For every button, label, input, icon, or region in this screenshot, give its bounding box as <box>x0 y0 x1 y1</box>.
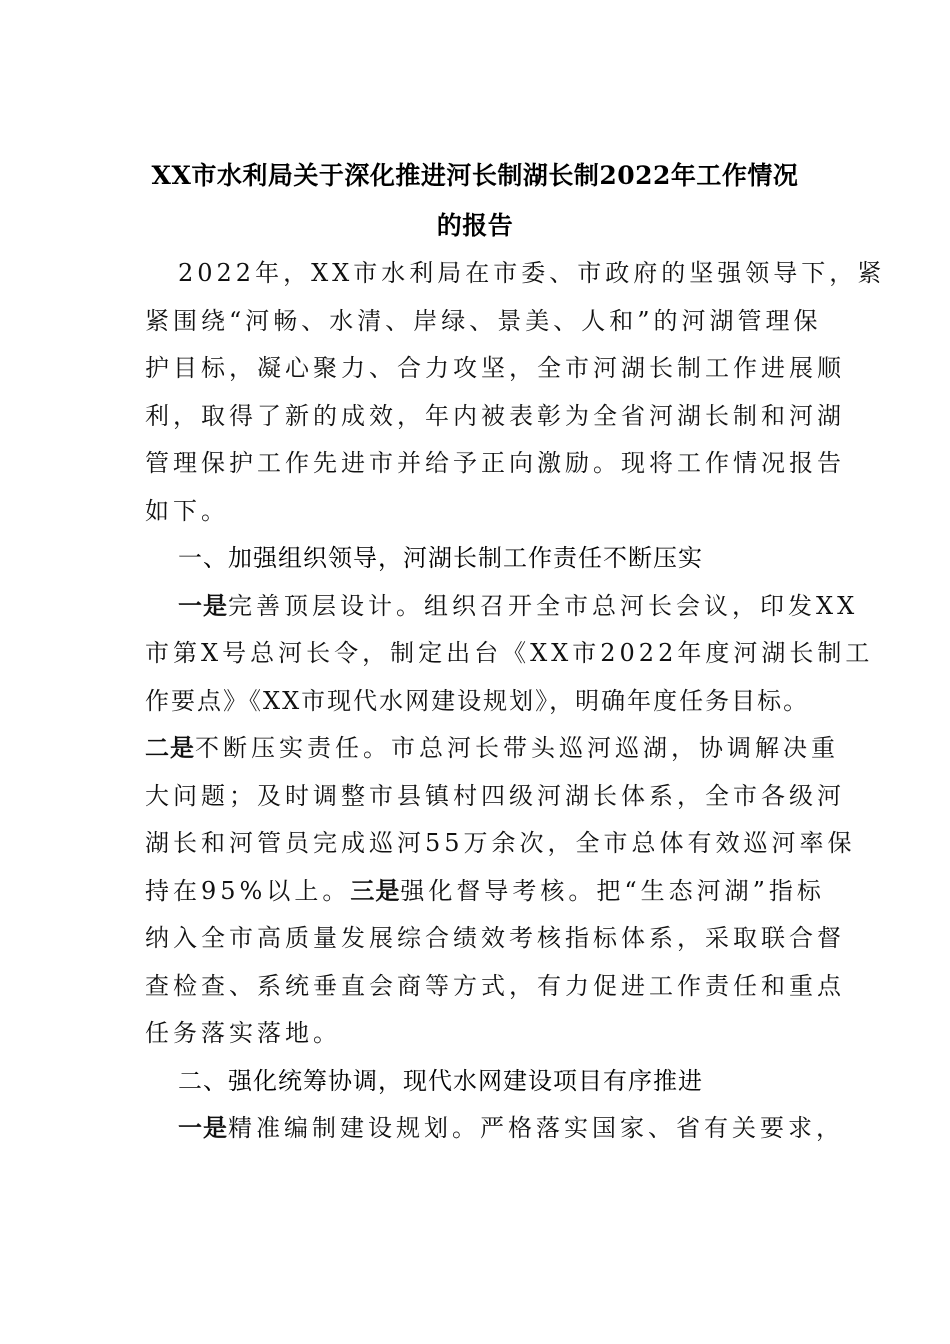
s1-p1-line-1-text: 完善顶层设计。组织召开全市总河长会议，印发XX <box>228 592 859 620</box>
s1-p3-lead: 三是 <box>350 877 401 905</box>
s1-p2-line-1 <box>145 733 839 763</box>
s1-p1-line-3: 作要点》《XX市现代水网建设规划》，明确年度任务目标。 <box>145 687 810 715</box>
s2-p1-line-1-text: 精准编制建设规划。严格落实国家、省有关要求， <box>228 1114 844 1142</box>
document-title-line-2: 的报告 <box>436 211 514 240</box>
intro-line-2: 紧围绕“河畅、水清、岸绿、景美、人和”的河湖管理保 <box>145 307 822 335</box>
s1-p3-line-2: 纳入全市高质量发展综合绩效考核指标体系，采取联合督 <box>145 924 845 952</box>
s1-p3-line-4: 任务落实落地。 <box>145 1019 341 1047</box>
s1-p2-line-2: 大问题；及时调整市县镇村四级河湖长体系，全市各级河 <box>145 782 845 810</box>
document-title-line-1: XX市水利局关于深化推进河长制湖长制2022年工作情况 <box>151 161 799 190</box>
s1-p2-lead: 二是 <box>145 734 195 762</box>
section-2-heading: 二、强化统筹协调，现代水网建设项目有序推进 <box>178 1067 703 1095</box>
s1-p2-line-4 <box>145 876 825 906</box>
intro-line-1: 2022年，XX市水利局在市委、市政府的坚强领导下，紧 <box>178 259 886 287</box>
s2-p1-lead: 一是 <box>178 1114 228 1142</box>
s1-p2-line-4-text: 持在95%以上。 <box>145 877 351 905</box>
s1-p3-line-3: 查检查、系统垂直会商等方式，有力促进工作责任和重点 <box>145 972 845 1000</box>
section-1-heading: 一、加强组织领导，河湖长制工作责任不断压实 <box>178 544 703 572</box>
s1-p1-line-1 <box>178 591 859 621</box>
s2-p1-line-1 <box>178 1113 844 1143</box>
intro-line-6: 如下。 <box>145 497 229 525</box>
intro-line-3: 护目标，凝心聚力、合力攻坚，全市河湖长制工作进展顺 <box>145 354 845 382</box>
s1-p2-line-1-text: 不断压实责任。市总河长带头巡河巡湖，协调解决重 <box>195 734 839 762</box>
s1-p1-line-2: 市第X号总河长令，制定出台《XX市2022年度河湖长制工 <box>145 639 874 667</box>
intro-line-5: 管理保护工作先进市并给予正向激励。现将工作情况报告 <box>145 449 845 477</box>
s1-p3-line-1-text: 强化督导考核。把“生态河湖”指标 <box>400 877 825 905</box>
s1-p1-lead: 一是 <box>178 592 228 620</box>
s1-p2-line-3: 湖长和河管员完成巡河55万余次，全市总体有效巡河率保 <box>145 829 856 857</box>
intro-line-4: 利，取得了新的成效，年内被表彰为全省河湖长制和河湖 <box>145 402 845 430</box>
